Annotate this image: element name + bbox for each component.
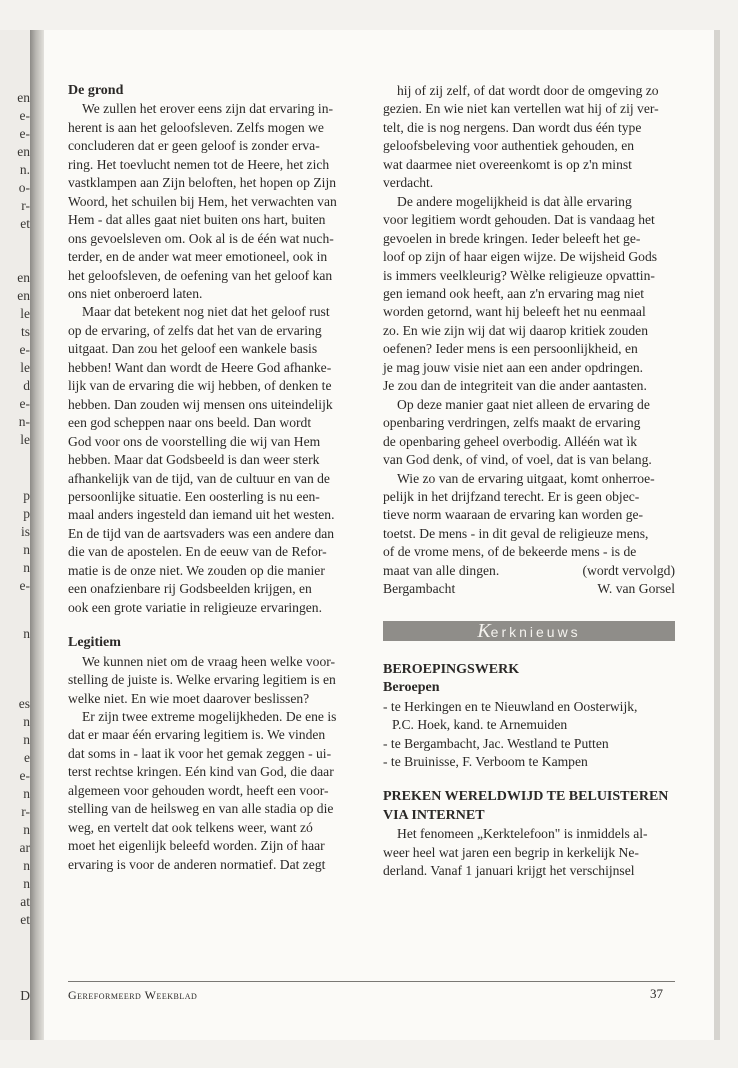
text-line: persoonlijke situatie. Een oosterling is nu een-: [68, 488, 320, 504]
text-line: Maar dat betekent nog niet dat het geloof rust: [82, 304, 330, 320]
left-paragraphs-2: [68, 653, 360, 874]
right-column: [383, 82, 675, 881]
text-line: telt, die is nog nergens. Dan wordt dus één type: [383, 119, 642, 135]
beroep-item-line: - te Bergambacht, Jac. Westland te Putten: [383, 735, 609, 751]
text-line: hebben! Want dan wordt de Heere God afhanke-: [68, 359, 332, 375]
adjacent-page-text-fragment: n: [23, 714, 30, 729]
text-line: wat daarmee niet overeenkomt is op z'n minst: [383, 156, 632, 172]
text-line: van God denk, of vind, of voel, dat is van belang.: [383, 452, 652, 468]
adjacent-page-text-fragment: e-: [19, 342, 30, 357]
adjacent-page-text-fragment: le: [20, 432, 30, 447]
text-line: ons niet onberoerd laten.: [68, 285, 203, 301]
adjacent-page-text-fragment: es: [18, 696, 30, 711]
text-line: weer heel wat jaren een begrip in kerkelijk Ne-: [383, 844, 639, 860]
adjacent-page-text-fragment: d: [23, 378, 30, 393]
paragraph: [68, 100, 360, 303]
text-line: En de tijd van de aartsvaders was een andere dan: [68, 525, 335, 541]
text-line: Je zou dan de integriteit van die ander aantasten.: [383, 378, 647, 394]
text-line: dat soms in - laat ik voor het gemak zeggen - ui-: [68, 745, 332, 761]
adjacent-page-text-fragment: n.: [19, 162, 30, 177]
text-line: welke niet. En wie moet daarover beslissen?: [68, 690, 310, 706]
beroep-item-line: - te Bruinisse, F. Verboom te Kampen: [383, 753, 588, 769]
adjacent-page-text-fragment: ts: [20, 324, 30, 339]
adjacent-page-text-fragment: n: [23, 858, 30, 873]
text-line: een onafzienbare rij Godsbeelden krijgen, en: [68, 581, 312, 597]
kerknieuws-banner: [383, 621, 675, 641]
page-edge-shadow: [714, 30, 720, 1040]
text-line: openbaring verdringen, zelfs maakt de ervaring: [383, 415, 641, 431]
text-line: uitgaat. Dan zou het geloof een wankele basis: [68, 341, 318, 357]
beroepen-subheading: Beroepen: [383, 680, 440, 696]
adjacent-page-text-fragment: n-: [18, 414, 30, 429]
text-line: ons gevoelsleven om. Ook al is de één wat nuch-: [68, 230, 334, 246]
text-line: terst rechtse kringen. Eén kind van God, die daar: [68, 764, 334, 780]
adjacent-page-text-fragment: at: [20, 894, 30, 909]
paragraph: [68, 303, 360, 617]
text-line: tieve norm waaraan de ervaring kan worden ge-: [383, 507, 644, 523]
text-line: weg, en vertelt dat ook telkens weer, want zó: [68, 819, 313, 835]
preken-paragraph: [383, 825, 675, 880]
preken-heading-line: PREKEN WERELDWIJD TE BELUISTEREN: [383, 789, 669, 805]
text-line: concluderen dat er geen geloof is zonder erva-: [68, 138, 320, 154]
text-line: gezien. En wie niet kan vertellen wat hij of zij ver-: [383, 101, 659, 117]
adjacent-page-text-fragment: n: [23, 822, 30, 837]
adjacent-page-text-fragment: n: [23, 542, 30, 557]
signature-name: W. van Gorsel: [597, 581, 675, 597]
text-line: hebben. Dan zouden wij mensen ons uiteindelijk: [68, 396, 333, 412]
text-line: gevoelen in brede kringen. Ieder beleeft het ge-: [383, 230, 641, 246]
adjacent-page-text-fragment: D: [20, 988, 30, 1003]
beroep-item-line: P.C. Hoek, kand. te Arnemuiden: [392, 717, 568, 733]
text-line: algemeen voor gehouden wordt, heeft een voor-: [68, 782, 329, 798]
adjacent-page-text-fragment: r-: [21, 198, 30, 213]
text-line: loof op zijn of haar eigen wijze. De wijsheid Gods: [383, 249, 658, 265]
text-line: Woord, het schuilen bij Hem, het verwachten van: [68, 193, 337, 209]
signature-place: Bergambacht: [383, 581, 456, 597]
adjacent-page-text-fragment: en: [17, 288, 30, 303]
continued-note: (wordt vervolgd): [582, 562, 675, 578]
text-line: toetst. De mens - in dit geval de religieuze mens,: [383, 525, 649, 541]
adjacent-page-text-fragment: e-: [19, 768, 30, 783]
text-line: De andere mogelijkheid is dat àlle ervaring: [397, 193, 632, 209]
text-line: Er zijn twee extreme mogelijkheden. De ene is: [82, 708, 337, 724]
text-line: vastklampen aan Zijn beloften, het hopen op Zijn: [68, 175, 337, 191]
text-line: Hem - dat alles gaat niet buiten ons hart, buiten: [68, 212, 326, 228]
page-number: 37: [650, 986, 663, 1001]
banner-initial: K: [477, 619, 491, 642]
text-line: matie is de onze niet. We zouden op die manier: [68, 562, 325, 578]
adjacent-page-text-fragment: e: [24, 750, 30, 765]
text-line: is immers veelkleurig? Wèlke religieuze opvattin-: [383, 267, 655, 283]
footer-publication-title: Gereformeerd Weekblad: [68, 988, 198, 1002]
adjacent-page-text-fragment: p: [23, 506, 30, 521]
right-paragraphs: [383, 82, 675, 562]
text-line: Wie zo van de ervaring uitgaat, komt onherroe-: [397, 470, 655, 486]
adjacent-page-text-fragment: e-: [19, 578, 30, 593]
text-line: hebben. Maar dat Godsbeeld is dan weer sterk: [68, 452, 320, 468]
preken-heading: [383, 788, 675, 825]
text-line: terder, en de ander wat meer emotioneel, ook in: [68, 249, 328, 265]
adjacent-page-text-fragment: e-: [19, 126, 30, 141]
footer-rule: [68, 981, 675, 982]
text-line: stelling de juiste is. Welke ervaring legitiem is en: [68, 672, 336, 688]
text-line: gen iemand ook heeft, aan z'n ervaring mag niet: [383, 285, 645, 301]
adjacent-page-text-fragment: e-: [19, 396, 30, 411]
paragraph: [68, 653, 360, 708]
text-line: oefenen? Ieder mens is een persoonlijkheid, en: [383, 341, 638, 357]
text-line: God voor ons de voorstelling die wij van Hem: [68, 433, 321, 449]
paragraph: [68, 708, 360, 874]
adjacent-page-text-fragment: e-: [19, 108, 30, 123]
text-line: geloofsbeleving voor authentiek gehouden, en: [383, 138, 635, 154]
text-line: ervaring is voor de anderen normatief. Dat zegt: [68, 856, 326, 872]
adjacent-page-edge: [0, 30, 30, 1040]
text-line: stelling van de heilsweg en van alle stadia op die: [68, 801, 334, 817]
preken-heading-line: VIA INTERNET: [383, 807, 485, 823]
left-paragraphs: [68, 100, 360, 617]
text-line: moet het eigenlijk beleefd worden. Zijn of haar: [68, 838, 325, 854]
text-line: ook een grote variatie in religieuze ervaringen.: [68, 599, 323, 615]
text-line: derland. Vanaf 1 januari krijgt het verschijnsel: [383, 863, 635, 879]
left-column: [68, 82, 360, 874]
beroepingswerk-heading: BEROEPINGSWERK: [383, 661, 520, 677]
beroep-item-line: - te Herkingen en te Nieuwland en Oosterwijk,: [383, 698, 638, 714]
adjacent-page-text-fragment: en: [17, 144, 30, 159]
text-line: voor legitiem wordt gehouden. Dat is vandaag het: [383, 212, 655, 228]
adjacent-page-text-fragment: r-: [21, 804, 30, 819]
adjacent-page-text-fragment: p: [23, 488, 30, 503]
beroepen-list: [383, 698, 675, 772]
text-line: het geloofsleven, de oefening van het geloof kan: [68, 267, 333, 283]
text-line: die van de apostelen. En de eeuw van de Refor-: [68, 544, 327, 560]
text-line: maal anders ingesteld dan iemand uit het westen.: [68, 507, 335, 523]
closing-text: maat van alle dingen.: [383, 562, 500, 578]
text-line: Het fenomeen „Kerktelefoon" is inmiddels al-: [397, 826, 648, 842]
adjacent-page-text-fragment: n: [23, 786, 30, 801]
text-line: Op deze manier gaat niet alleen de ervaring de: [397, 396, 650, 412]
adjacent-page-text-fragment: n: [23, 876, 30, 891]
adjacent-page-text-fragment: n: [23, 560, 30, 575]
adjacent-page-text-fragment: o-: [18, 180, 30, 195]
paragraph: [383, 193, 675, 396]
paragraph: [383, 396, 675, 470]
text-line: zo. En wie zijn wij dat wij daarop kritiek zouden: [383, 322, 648, 338]
adjacent-page-text-fragment: n: [23, 626, 30, 641]
text-line: lijk van de ervaring die wij hebben, of denken te: [68, 378, 332, 394]
adjacent-page-text-fragment: n: [23, 732, 30, 747]
book-gutter: [30, 30, 44, 1040]
adjacent-page-text-fragment: et: [20, 216, 30, 231]
text-line: herent is aan het geloofsleven. Zelfs mogen we: [68, 119, 324, 135]
adjacent-page-text-fragment: et: [20, 912, 30, 927]
text-line: hij of zij zelf, of dat wordt door de omgeving zo: [397, 83, 659, 98]
adjacent-page-text-fragment: ar: [19, 840, 30, 855]
text-line: dat er maar één ervaring legitiem is. We vinden: [68, 727, 326, 743]
paragraph: [383, 470, 675, 562]
adjacent-page-text-fragment: is: [20, 524, 30, 539]
text-line: ring. Het toevlucht nemen tot de Heere, het zich: [68, 156, 330, 172]
text-line: of de vrome mens, of de bekeerde mens - is de: [383, 544, 637, 560]
text-line: worden getornd, want hij beleeft het nu eenmaal: [383, 304, 646, 320]
text-line: je mag jouw visie niet aan een ander opdringen.: [383, 359, 644, 375]
adjacent-page-text-fragment: en: [17, 270, 30, 285]
text-line: afhankelijk van de tijd, van de cultuur en van de: [68, 470, 330, 486]
text-line: verdacht.: [383, 175, 434, 191]
text-line: een god scheppen naar ons beeld. Dan wordt: [68, 415, 312, 431]
paragraph: [383, 82, 675, 193]
text-line: We zullen het erover eens zijn dat ervaring in-: [82, 101, 334, 117]
adjacent-page-text-fragment: le: [20, 360, 30, 375]
text-line: We kunnen niet om de vraag heen welke voor-: [82, 653, 336, 669]
text-line: op de ervaring, of zelfs dat het van de ervaring: [68, 322, 322, 338]
banner-rest: erknieuws: [490, 623, 581, 640]
section-heading-de-grond: De grond: [68, 83, 124, 98]
text-line: pelijk in het drijfzand terecht. Er is geen objec-: [383, 488, 640, 504]
signature: [383, 580, 675, 598]
closing-line: [383, 562, 675, 580]
section-heading-legitiem: Legitiem: [68, 635, 121, 651]
text-line: de openbaring geheel overbodig. Alléén wat ìk: [383, 433, 638, 449]
adjacent-page-text-fragment: en: [17, 90, 30, 105]
adjacent-page-text-fragment: le: [20, 306, 30, 321]
